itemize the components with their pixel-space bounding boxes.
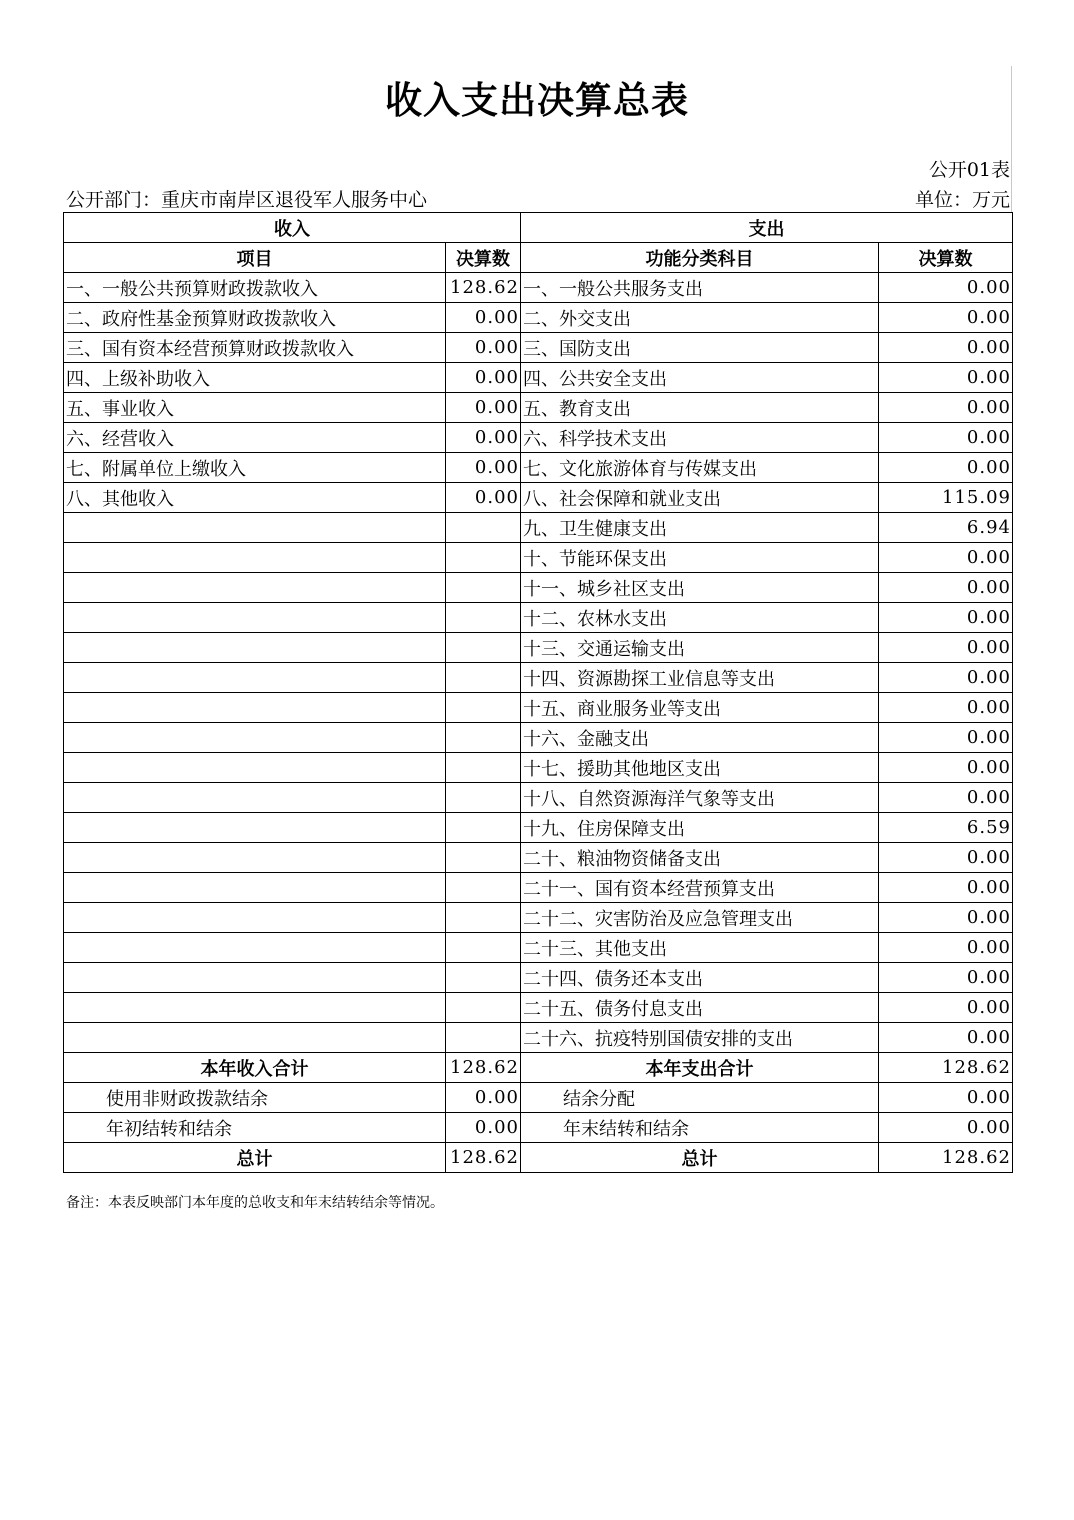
income-item-label (64, 573, 446, 603)
income-item-value (446, 753, 521, 783)
expense-item-label: 十七、援助其他地区支出 (521, 753, 879, 783)
grand-total-expense-value: 128.62 (879, 1143, 1013, 1173)
income-item-label (64, 603, 446, 633)
income-item-value (446, 1023, 521, 1053)
expense-item-value: 0.00 (879, 933, 1013, 963)
expense-item-value: 0.00 (879, 903, 1013, 933)
expense-item-label: 二十四、债务还本支出 (521, 963, 879, 993)
income-item-value (446, 663, 521, 693)
surplus-alloc-value: 0.00 (879, 1083, 1013, 1113)
expense-item-label: 六、科学技术支出 (521, 423, 879, 453)
income-item-label: 三、国有资本经营预算财政拨款收入 (64, 333, 446, 363)
expense-item-label: 十四、资源勘探工业信息等支出 (521, 663, 879, 693)
nonfiscal-value: 0.00 (446, 1083, 521, 1113)
table-row (64, 423, 1013, 453)
income-item-value: 128.62 (446, 273, 521, 303)
table-row (64, 303, 1013, 333)
income-item-value (446, 813, 521, 843)
table-row (64, 363, 1013, 393)
income-item-value: 0.00 (446, 483, 521, 513)
income-item-value (446, 693, 521, 723)
expense-item-label: 十一、城乡社区支出 (521, 573, 879, 603)
expense-item-value: 0.00 (879, 543, 1013, 573)
income-item-label (64, 693, 446, 723)
end-carryover-label: 年末结转和结余 (521, 1113, 879, 1143)
expense-item-value: 0.00 (879, 573, 1013, 603)
expense-item-value: 6.94 (879, 513, 1013, 543)
expense-item-value: 0.00 (879, 1023, 1013, 1053)
income-item-label: 四、上级补助收入 (64, 363, 446, 393)
table-row (64, 453, 1013, 483)
grand-total-income-value: 128.62 (446, 1143, 521, 1173)
table-row (64, 633, 1013, 663)
form-number: 公开01表 (928, 159, 1010, 181)
income-item-label: 七、附属单位上缴收入 (64, 453, 446, 483)
surplus-alloc-label: 结余分配 (521, 1083, 879, 1113)
grand-total-income-label: 总计 (64, 1143, 446, 1173)
income-item-value (446, 513, 521, 543)
income-item-value (446, 603, 521, 633)
table-row (64, 753, 1013, 783)
table-column-header (64, 243, 1013, 273)
table-row (64, 993, 1013, 1023)
income-item-label: 六、经营收入 (64, 423, 446, 453)
income-item-value (446, 543, 521, 573)
unit-label: 单位：万元 (914, 189, 1010, 211)
begin-carryover-label: 年初结转和结余 (64, 1113, 446, 1143)
expense-item-value: 0.00 (879, 603, 1013, 633)
begin-carryover-value: 0.00 (446, 1113, 521, 1143)
table-row (64, 543, 1013, 573)
expense-item-label: 四、公共安全支出 (521, 363, 879, 393)
expense-item-value: 0.00 (879, 423, 1013, 453)
expense-item-value: 0.00 (879, 693, 1013, 723)
income-item-label (64, 933, 446, 963)
income-item-label (64, 633, 446, 663)
grand-total-row (64, 1143, 1013, 1173)
income-item-label (64, 723, 446, 753)
carryover-row (64, 1113, 1013, 1143)
expense-item-label: 五、教育支出 (521, 393, 879, 423)
expense-total-value: 128.62 (879, 1053, 1013, 1083)
table-row (64, 273, 1013, 303)
income-item-value (446, 723, 521, 753)
expense-item-label: 八、社会保障和就业支出 (521, 483, 879, 513)
expense-item-label: 九、卫生健康支出 (521, 513, 879, 543)
table-row (64, 1023, 1013, 1053)
income-item-label: 一、一般公共预算财政拨款收入 (64, 273, 446, 303)
table-row (64, 573, 1013, 603)
table-row (64, 903, 1013, 933)
income-item-label (64, 813, 446, 843)
income-item-label (64, 513, 446, 543)
expense-item-value: 0.00 (879, 663, 1013, 693)
expense-item-label: 七、文化旅游体育与传媒支出 (521, 453, 879, 483)
page-title: 收入支出决算总表 (385, 79, 689, 122)
income-item-label: 二、政府性基金预算财政拨款收入 (64, 303, 446, 333)
table-row (64, 813, 1013, 843)
department-label: 公开部门：重庆市南岸区退役军人服务中心 (66, 189, 428, 211)
table-row (64, 333, 1013, 363)
income-total-value: 128.62 (446, 1053, 521, 1083)
income-item-value: 0.00 (446, 363, 521, 393)
expense-item-value: 115.09 (879, 483, 1013, 513)
expense-item-value: 0.00 (879, 363, 1013, 393)
income-item-label (64, 843, 446, 873)
expense-header: 支出 (521, 213, 1013, 243)
income-item-label (64, 963, 446, 993)
income-item-value (446, 783, 521, 813)
amount-header: 决算数 (446, 243, 521, 273)
table-row (64, 873, 1013, 903)
income-total-label: 本年收入合计 (64, 1053, 446, 1083)
income-item-value: 0.00 (446, 423, 521, 453)
expense-item-label: 十、节能环保支出 (521, 543, 879, 573)
expense-total-label: 本年支出合计 (521, 1053, 879, 1083)
table-row (64, 483, 1013, 513)
income-item-value (446, 933, 521, 963)
expense-item-label: 十五、商业服务业等支出 (521, 693, 879, 723)
income-item-label (64, 543, 446, 573)
grand-total-expense-label: 总计 (521, 1143, 879, 1173)
expense-item-value: 0.00 (879, 993, 1013, 1023)
income-item-value (446, 843, 521, 873)
expense-item-value: 0.00 (879, 873, 1013, 903)
expense-item-label: 二十五、债务付息支出 (521, 993, 879, 1023)
func-item-header: 功能分类科目 (521, 243, 879, 273)
expense-item-value: 0.00 (879, 723, 1013, 753)
income-item-label: 五、事业收入 (64, 393, 446, 423)
table-row (64, 933, 1013, 963)
expense-item-label: 二十三、其他支出 (521, 933, 879, 963)
table-row (64, 693, 1013, 723)
table-row (64, 393, 1013, 423)
expense-item-value: 0.00 (879, 273, 1013, 303)
expense-item-label: 十三、交通运输支出 (521, 633, 879, 663)
income-item-value (446, 993, 521, 1023)
expense-item-label: 一、一般公共服务支出 (521, 273, 879, 303)
expense-item-label: 十二、农林水支出 (521, 603, 879, 633)
income-item-value: 0.00 (446, 303, 521, 333)
income-item-value (446, 873, 521, 903)
annual-total-row (64, 1053, 1013, 1083)
expense-item-value: 0.00 (879, 843, 1013, 873)
expense-item-label: 十九、住房保障支出 (521, 813, 879, 843)
expense-item-value: 0.00 (879, 333, 1013, 363)
table-row (64, 963, 1013, 993)
income-header: 收入 (64, 213, 521, 243)
income-item-label (64, 993, 446, 1023)
income-item-value: 0.00 (446, 333, 521, 363)
expense-item-value: 0.00 (879, 453, 1013, 483)
income-item-value (446, 573, 521, 603)
income-item-label (64, 663, 446, 693)
expense-item-label: 二十、粮油物资储备支出 (521, 843, 879, 873)
expense-item-label: 十六、金融支出 (521, 723, 879, 753)
income-item-label (64, 873, 446, 903)
expense-item-value: 0.00 (879, 633, 1013, 663)
income-item-value: 0.00 (446, 393, 521, 423)
expense-item-value: 0.00 (879, 393, 1013, 423)
table-row (64, 663, 1013, 693)
end-carryover-value: 0.00 (879, 1113, 1013, 1143)
expense-item-value: 0.00 (879, 783, 1013, 813)
expense-item-value: 0.00 (879, 753, 1013, 783)
income-item-label (64, 1023, 446, 1053)
income-item-label (64, 753, 446, 783)
table-row (64, 843, 1013, 873)
income-item-value (446, 633, 521, 663)
table-body (64, 273, 1013, 1053)
table-row (64, 603, 1013, 633)
budget-table (63, 212, 1013, 1173)
expense-item-label: 二十一、国有资本经营预算支出 (521, 873, 879, 903)
nonfiscal-row (64, 1083, 1013, 1113)
income-item-value (446, 903, 521, 933)
expense-item-label: 十八、自然资源海洋气象等支出 (521, 783, 879, 813)
expense-item-label: 三、国防支出 (521, 333, 879, 363)
income-item-label (64, 783, 446, 813)
expense-item-value: 0.00 (879, 303, 1013, 333)
amount2-header: 决算数 (879, 243, 1013, 273)
expense-item-value: 0.00 (879, 963, 1013, 993)
income-item-label: 八、其他收入 (64, 483, 446, 513)
expense-item-label: 二十二、灾害防治及应急管理支出 (521, 903, 879, 933)
footnote: 备注：本表反映部门本年度的总收支和年末结转结余等情况。 (66, 1195, 444, 1211)
table-row (64, 723, 1013, 753)
table-row (64, 783, 1013, 813)
table-row (64, 513, 1013, 543)
income-item-value: 0.00 (446, 453, 521, 483)
nonfiscal-label: 使用非财政拨款结余 (64, 1083, 446, 1113)
item-header: 项目 (64, 243, 446, 273)
income-item-value (446, 963, 521, 993)
table-group-header (64, 213, 1013, 243)
expense-item-value: 6.59 (879, 813, 1013, 843)
expense-item-label: 二十六、抗疫特别国债安排的支出 (521, 1023, 879, 1053)
income-item-label (64, 903, 446, 933)
expense-item-label: 二、外交支出 (521, 303, 879, 333)
